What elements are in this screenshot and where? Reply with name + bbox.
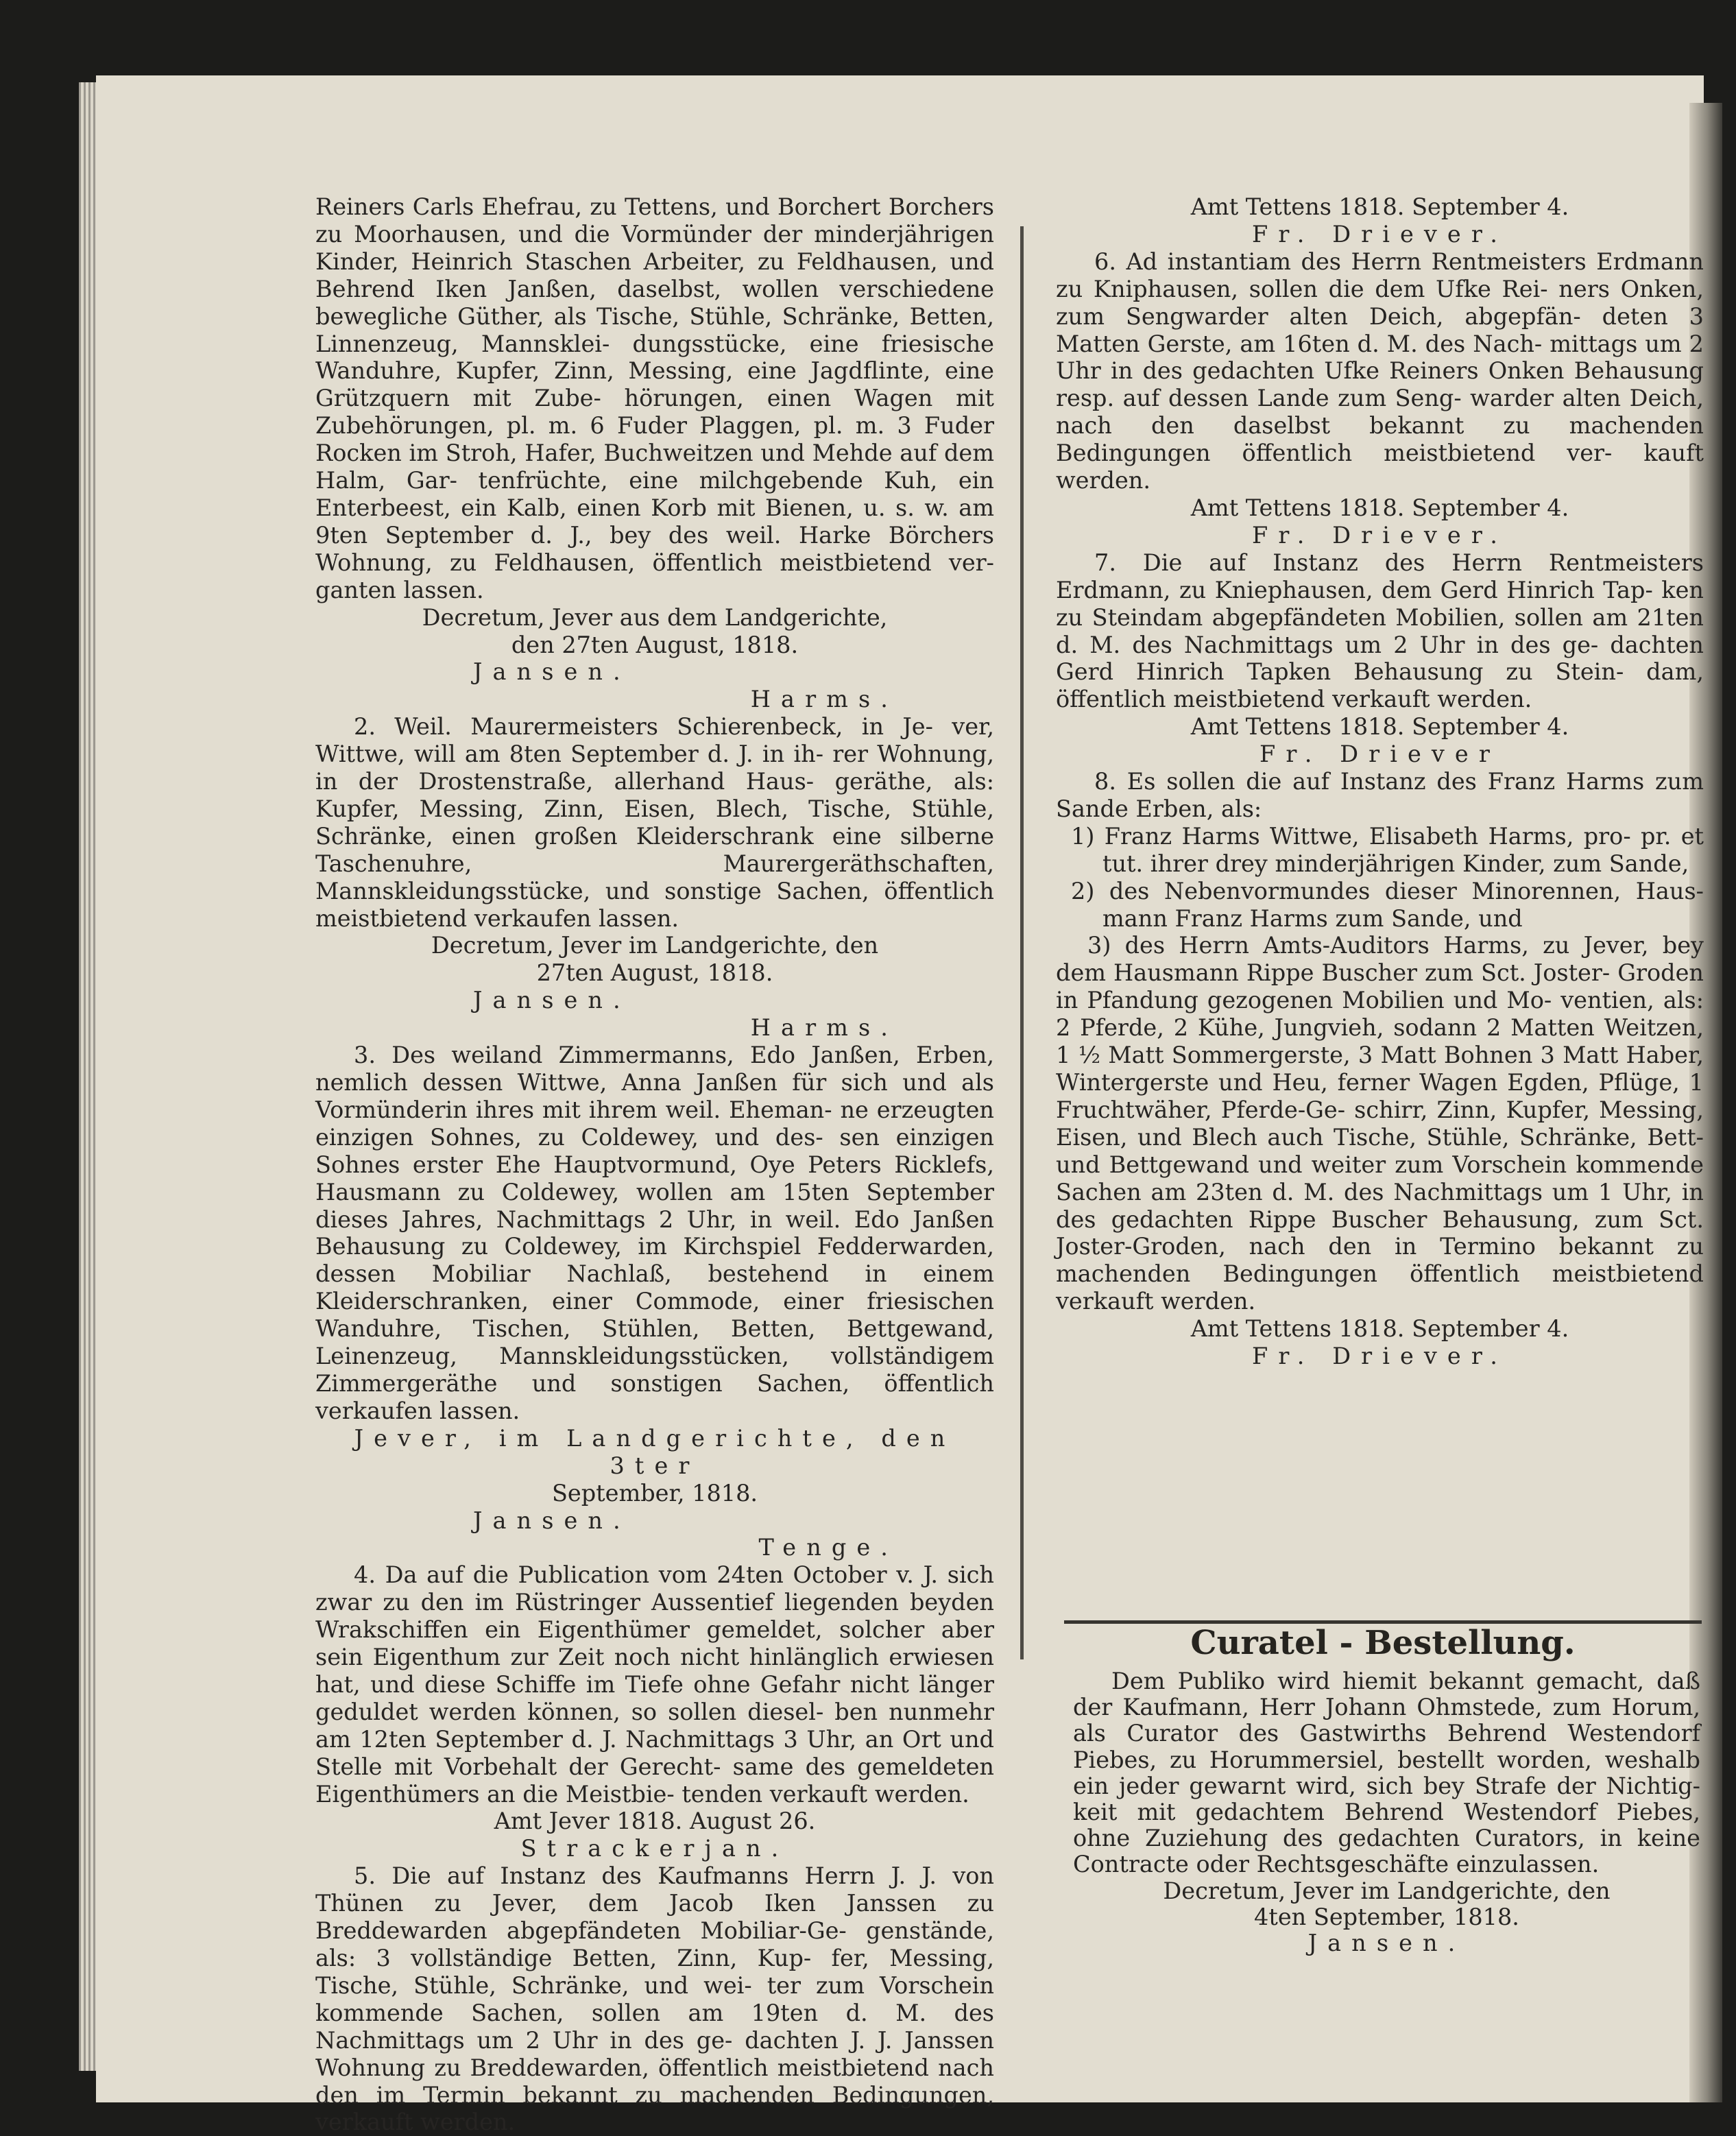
date-line: 4ten September, 1818. bbox=[1254, 1903, 1519, 1930]
decretum-line: Decretum, Jever im Landgerichte, den bbox=[431, 932, 879, 959]
amt-line: Amt Tettens 1818. September 4. bbox=[1190, 193, 1569, 220]
notice-body: Reiners Carls Ehefrau, zu Tettens, und Borchert Borchers zu Moorhausen, und die Vormünder der minderjährigen Kinder, Heinrich Staschen Arbeiter, zu Feldhausen, und Behrend Iken Janßen, daselbst, wollen verschiedene bewegliche Güther, als Tische, Stühle, Schränke, Betten, Linnenzeug, Mannsklei- dungsstücke, eine friesische Wanduhre, Kupfer, Zinn, Messing, eine Jagdflinte, eine Grützquern mit Zube- hörungen, einen Wagen mit Zubehörungen, pl. m. 6 Fuder Plaggen, pl. m. 3 Fuder Rocken im Stroh, Hafer, Buchweitzen und Mehde auf dem Halm, Gar- tenfrüchte, eine milchgebende Kuh, ein Enterbeest, ein Kalb, einen Korb mit Bienen, u. s. w. am 9ten September d. J., bey des weil. Harke Börchers Wohnung, zu Feldhausen, öffentlich meistbietend ver- ganten lassen. bbox=[315, 193, 994, 603]
notice-body: 6. Ad instantiam des Herrn Rentmeisters Erdmann zu Kniphausen, sollen die dem Ufke Rei- ners Onken, zum Sengwarder alten Deich, abgepfän- deten 3 Matten Gerste, am 16ten d. M. des Nach- mittags um 2 Uhr in des gedachten Ufke Reiners Onken Behausung resp. auf dessen Lande zum Seng- warder alten Deich, nach den daselbst bekannt zu machenden Bedingungen öffentlich meistbietend ver- kauft werden. bbox=[1056, 248, 1704, 494]
notice-body: 7. Die auf Instanz des Herrn Rentmeisters Erdmann, zu Kniephausen, dem Gerd Hinrich Tap- ken zu Steindam abgepfändeten Mobilien, sollen am 21ten d. M. des Nachmittags um 2 Uhr in des ge- dachten Gerd Hinrich Tapken Behausung zu Stein- dam, öffentlich meistbietend verkauft werden. bbox=[1056, 549, 1704, 713]
left-column bbox=[315, 193, 994, 2136]
amt-line: Amt Tettens 1818. September 4. bbox=[1190, 494, 1569, 521]
notice-body: Dem Publiko wird hiemit bekannt gemacht, daß der Kaufmann, Herr Johann Ohmstede, zum Horum, als Curator des Gastwirths Behrend Westendorf Piebes, zu Horummersiel, bestellt worden, weshalb ein jeder gewarnt wird, sich bey Strafe der Nichtig- keit mit gedachtem Behrend Westendorf Piebes, ohne Zuziehung des gedachten Curators, in keine Contracte oder Rechtsgeschäfte einzulassen. bbox=[1073, 1668, 1700, 1878]
signer-name: Fr. Driever. bbox=[1252, 1343, 1508, 1370]
signer-name: Fr. Driever. bbox=[1252, 521, 1508, 549]
amt-line: Amt Tettens 1818. September 4. bbox=[1190, 713, 1569, 741]
notice-5-end bbox=[1056, 193, 1704, 248]
notice-6 bbox=[1056, 248, 1704, 549]
notice-7 bbox=[1056, 549, 1704, 768]
signer-name: Jansen. bbox=[473, 658, 631, 686]
signer-name: Tenge. bbox=[758, 1534, 898, 1561]
signer-name: Harms. bbox=[750, 1014, 898, 1042]
notice-body: 4. Da auf die Publication vom 24ten October v. J. sich zwar zu den im Rüstringer Aussentief liegenden beyden Wrakschiffen ein Eigenthümer gemeldet, solcher aber sein Eigenthum zur Zeit noch nicht hinlänglich erwiesen hat, und diese Schiffe im Tiefe ohne Gefahr nicht länger geduldet werden können, so sollen diesel- ben nunmehr am 12ten September d. J. Nachmittags 3 Uhr, an Ort und Stelle mit Vorbehalt der Gerecht- same des gemeldeten Eigenthümers an die Meistbie- tenden verkauft werden. bbox=[315, 1561, 994, 1808]
date-line: den 27ten August, 1818. bbox=[511, 631, 799, 658]
decretum-line: Jever, im Landgerichte, den 3ter bbox=[354, 1424, 956, 1479]
right-column bbox=[1056, 193, 1704, 1370]
notice-3 bbox=[315, 1042, 994, 1561]
notice-body: 2. Weil. Maurermeisters Schierenbeck, in Je- ver, Wittwe, will am 8ten September d. J. in ih- rer Wohnung, in der Drostenstraße, allerhand Haus- geräthe, als: Kupfer, Messing, Zinn, Eisen, Blech, Tische, Stühle, Schränke, einen großen Kleiderschrank eine silberne Taschenuhre, Maurergeräthschaften, Mannskleidungsstücke, und sonstige Sachen, öffentlich meistbietend verkaufen lassen. bbox=[315, 713, 994, 932]
signer-name: Jansen. bbox=[1307, 1930, 1466, 1957]
column-rule bbox=[1020, 226, 1024, 1659]
notice-body: 5. Die auf Instanz des Kaufmanns Herrn J. J. von Thünen zu Jever, dem Jacob Iken Janssen zu Breddewarden abgepfändeten Mobiliar-Ge- genstände, als: 3 vollständige Betten, Zinn, Kup- fer, Messing, Tische, Stühle, Schränke, und wei- ter zum Vorschein kommende Sachen, sollen am 19ten d. M. des Nachmittags um 2 Uhr in des ge- dachten J. J. Janssen Wohnung zu Breddewarden, öffentlich meistbietend nach den im Termin bekannt zu machenden Bedingungen, verkauft werden. bbox=[315, 1862, 994, 2136]
signer-name: Jansen. bbox=[473, 987, 631, 1014]
curatel-notice bbox=[1073, 1668, 1700, 1956]
decretum-line: Decretum, Jever aus dem Landgerichte, bbox=[422, 603, 888, 631]
signer-name: Strackerjan. bbox=[520, 1835, 789, 1862]
signer-name: Fr. Driever. bbox=[1252, 220, 1508, 248]
amt-line: Amt Tettens 1818. September 4. bbox=[1190, 1315, 1569, 1343]
list-item: 1) Franz Harms Wittwe, Elisabeth Harms, pro- pr. et tut. ihrer drey minderjährigen Kinder, zum Sande, bbox=[1071, 822, 1704, 877]
notice-5 bbox=[315, 1862, 994, 2136]
list-item: 3) des Herrn Amts-Auditors Harms, zu Jever, bey dem Hausmann Rippe Buscher zum Sct. Joster- Groden in Pfandung gezogenen Mobilien und Mo- ventien, als: 2 Pferde, 2 Kühe, Jungvieh, sodann 2 Matten Weitzen, 1 ½ Matt Sommergerste, 3 Matt Bohnen 3 Matt Haber, Wintergerste und Heu, ferner Wagen Egden, Pflüge, 1 Fruchtwäher, Pferde-Ge- schirr, Zinn, Kupfer, Messing, Eisen, und Blech auch Tische, Stühle, Schränke, Bett- und Bettgewand und weiter zum Vorschein kommende Sachen am 23ten d. M. des Nachmittags um 1 Uhr, in des gedachten Rippe Buscher Behausung, zum Sct. Joster-Groden, nach den in Termino bekannt zu machenden Bedingungen öffentlich meistbietend verkauft werden. bbox=[1056, 932, 1704, 1315]
notice-body: 3. Des weiland Zimmermanns, Edo Janßen, Erben, nemlich dessen Wittwe, Anna Janßen für sich und als Vormünderin ihres mit ihrem weil. Eheman- ne erzeugten einzigen Sohnes, zu Coldewey, und des- sen einzigen Sohnes erster Ehe Hauptvormund, Oye Peters Ricklefs, Hausmann zu Coldewey, wollen am 15ten September dieses Jahres, Nachmittags 2 Uhr, in weil. Edo Janßen Behausung zu Coldewey, im Kirchspiel Fedderwarden, dessen Mobiliar Nachlaß, bestehend in einem Kleiderschranken, einer Commode, einer friesischen Wanduhre, Tischen, Stühlen, Betten, Bettgewand, Leinenzeug, Mannskleidungsstücken, vollständigem Zimmergeräthe und sonstigen Sachen, öffentlich verkaufen lassen. bbox=[315, 1042, 994, 1424]
date-line: 27ten August, 1818. bbox=[536, 959, 773, 987]
signer-name: Fr. Driever bbox=[1259, 741, 1500, 768]
notice-8 bbox=[1056, 768, 1704, 1370]
date-line: September, 1818. bbox=[551, 1479, 758, 1507]
decretum-line: Decretum, Jever im Landgerichte, den bbox=[1163, 1877, 1611, 1904]
amt-line: Amt Jever 1818. August 26. bbox=[494, 1808, 816, 1835]
notice-4 bbox=[315, 1561, 994, 1862]
notice-1 bbox=[315, 193, 994, 713]
section-heading: Curatel - Bestellung. bbox=[1190, 1624, 1576, 1662]
signer-name: Harms. bbox=[750, 686, 898, 713]
signer-name: Jansen. bbox=[473, 1507, 631, 1534]
list-item: 2) des Nebenvormundes dieser Minorennen, Haus- mann Franz Harms zum Sande, und bbox=[1071, 877, 1704, 932]
notice-2 bbox=[315, 713, 994, 1042]
notice-intro: 8. Es sollen die auf Instanz des Franz Harms zum Sande Erben, als: bbox=[1056, 768, 1704, 822]
